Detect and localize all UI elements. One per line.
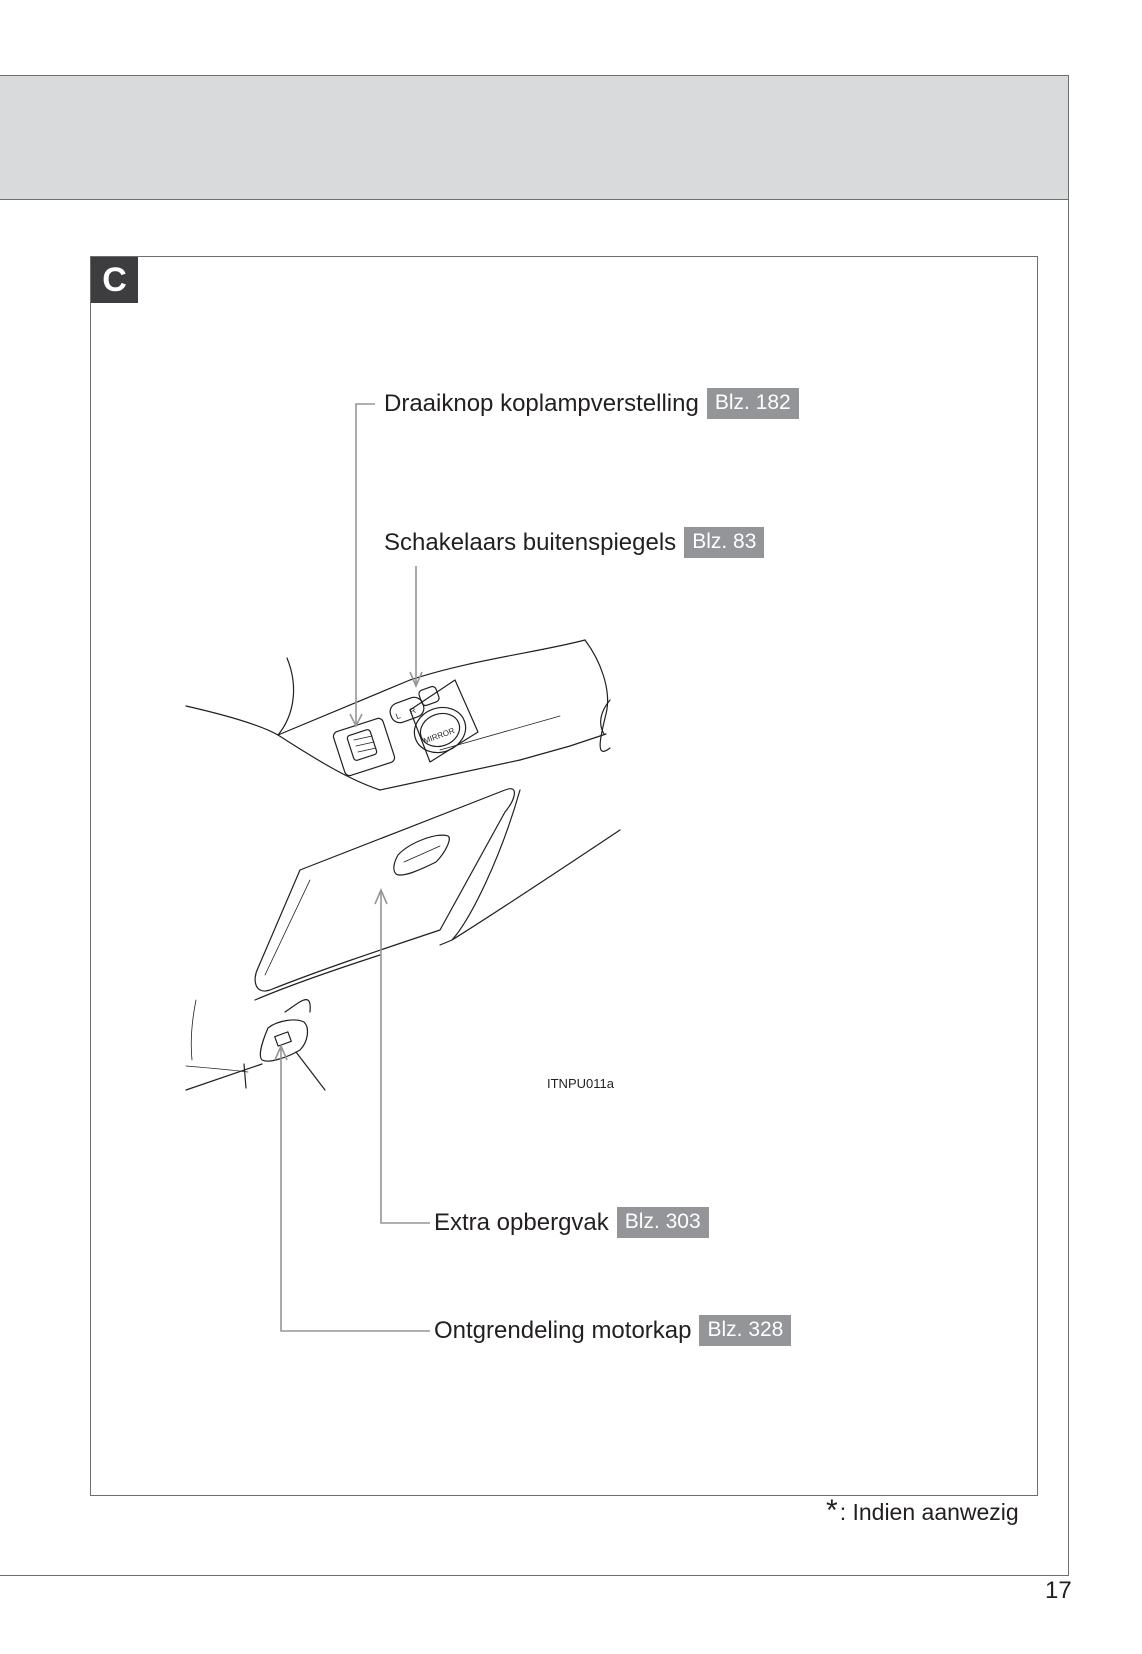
storage-handle xyxy=(394,835,449,875)
footnote-text: : Indien aanwezig xyxy=(839,1499,1019,1525)
mirror-right-letter: R xyxy=(408,705,418,717)
headlamp-dial-plate xyxy=(332,717,396,777)
mirror-switch-panel xyxy=(410,680,478,762)
callout-label: Schakelaars buitenspiegels xyxy=(384,528,677,556)
callout-label: Draaiknop koplampverstelling xyxy=(384,389,699,417)
section-tab: C xyxy=(91,257,138,303)
storage-compartment xyxy=(255,789,514,991)
page-ref-badge[interactable]: Blz. 182 xyxy=(707,388,799,419)
callout-headlamp-dial xyxy=(384,388,799,419)
mirror-left-letter: L xyxy=(394,711,402,722)
page-ref-badge[interactable]: Blz. 83 xyxy=(684,527,764,558)
callout-storage xyxy=(434,1207,709,1238)
leader-hood-release xyxy=(281,1048,430,1331)
asterisk-icon: * xyxy=(826,1494,838,1527)
page-number: 17 xyxy=(1045,1577,1072,1604)
page-ref-badge[interactable]: Blz. 328 xyxy=(699,1315,791,1346)
mirror-fold-button xyxy=(418,685,440,706)
callout-label: Ontgrendeling motorkap xyxy=(434,1316,692,1344)
illustration-code: ITNPU011a xyxy=(547,1076,614,1091)
mirror-switch-text: MIRROR xyxy=(422,726,456,746)
hood-release-lever xyxy=(260,1020,307,1061)
callout-mirror-switches xyxy=(384,527,764,558)
footnote xyxy=(826,1494,1019,1528)
callout-label: Extra opbergvak xyxy=(434,1208,609,1236)
callout-hood-release xyxy=(434,1315,791,1346)
page-ref-badge[interactable]: Blz. 303 xyxy=(617,1207,709,1238)
leader-headlamp-dial xyxy=(356,404,375,724)
dashboard-drawing xyxy=(186,640,620,1090)
